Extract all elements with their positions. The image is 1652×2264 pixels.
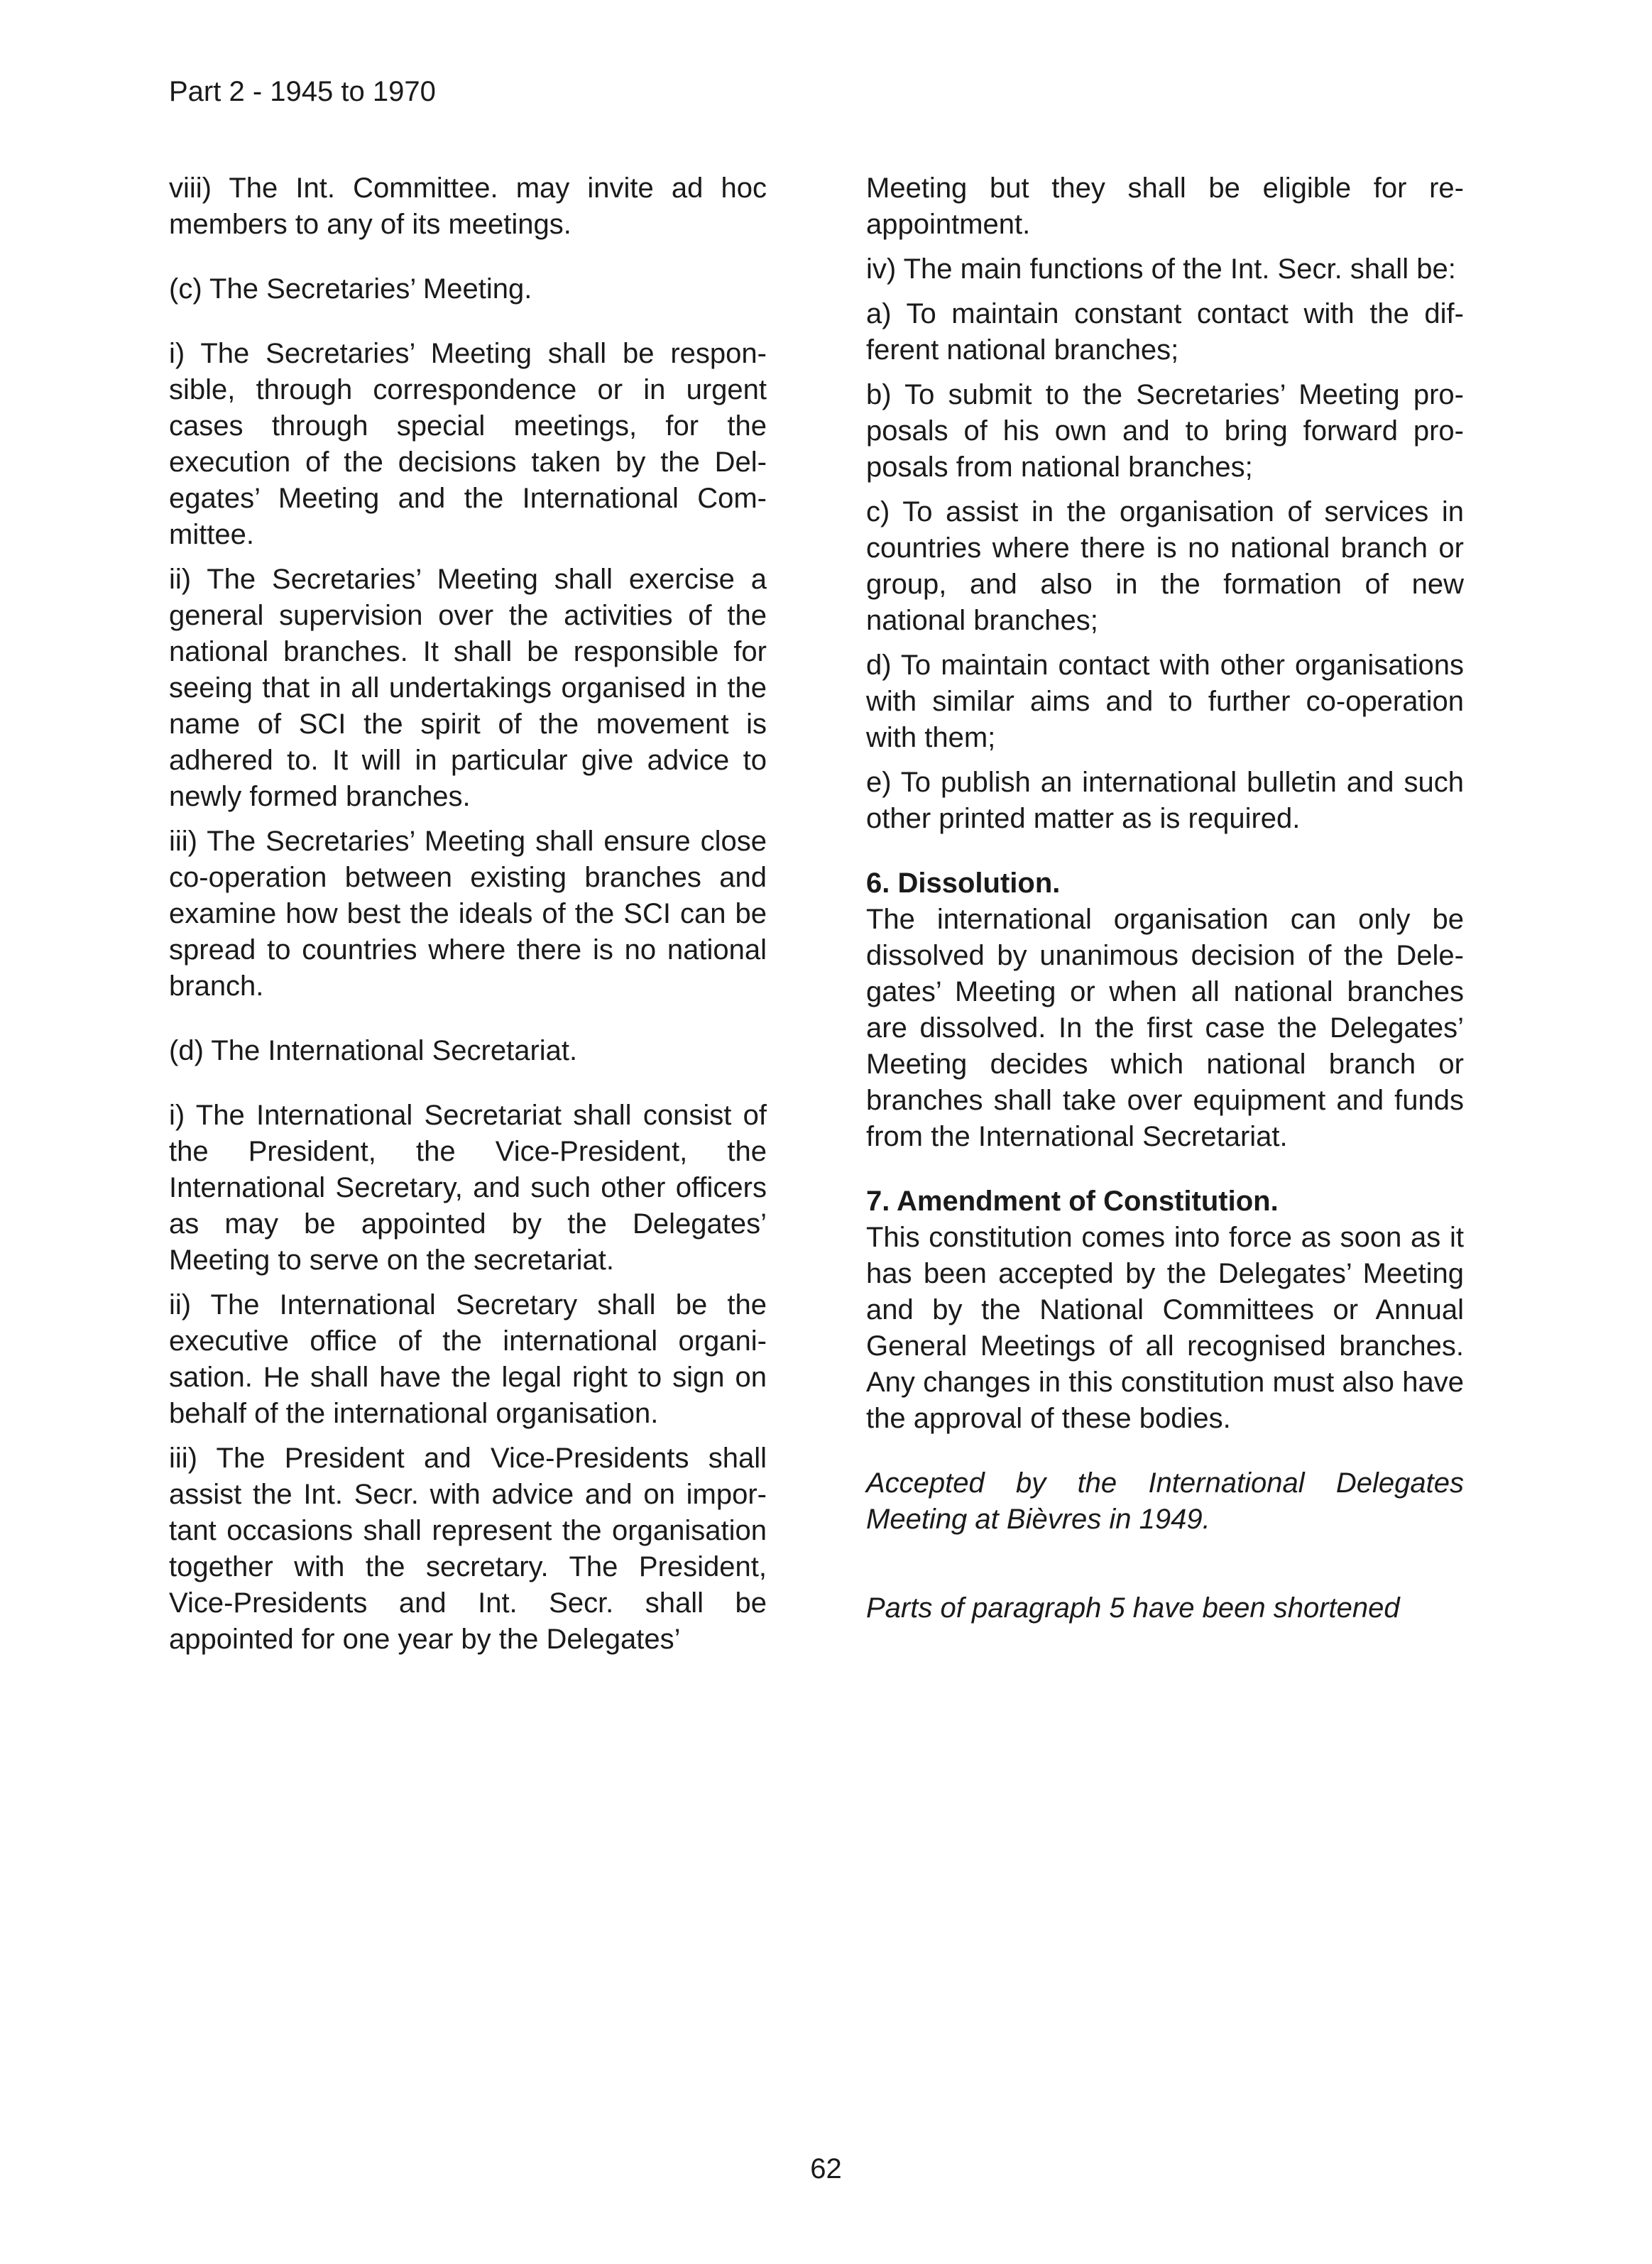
page-number: 62 [810,2153,842,2184]
dissolution-heading: 6. Dissolution. [866,868,1061,899]
amendment-heading: 7. Amendment of Constitution. [866,1186,1279,1217]
shortened-note: Parts of paragraph 5 have been shortened [866,1592,1400,1624]
paragraph-viii: viii) The Int. Committee. may invite ad hoc members to any of its meetings. [169,173,767,240]
dissolution-text: The international organisation can only be dissolved by unanimous decision of the Delegates’ Meeting or when all national branches are dissolved. In the first case the Delegates’ Meeting decides which national branch or branches shall take over equipment and funds from the International Secretariat. [866,904,1464,1152]
left-column [169,170,767,1666]
section-d-heading: (d) The International Secretariat. [169,1035,578,1066]
function-d: d) To maintain contact with other organisations with similar aims and to further co-operation with them; [866,650,1464,753]
paragraph-d-i: i) The International Secretariat shall consist of the President, the Vice-President, the International Secretary, and such other officers as may be appointed by the Delegates’ Meeting to serve on the secretariat. [169,1100,767,1276]
right-column [866,170,1464,1635]
function-a: a) To maintain constant contact with the different national branches; [866,298,1464,366]
function-e: e) To publish an international bulletin and such other printed matter as is required. [866,767,1464,834]
paragraph-c-i: i) The Secretaries’ Meeting shall be responsible, through correspondence or in urgent cases through special meetings, for the execution of the decisions taken by the Delegates’ Meeting and the International Committee. [169,338,767,550]
accepted-note: Accepted by the International Delegates Meeting at Bièvres in 1949. [866,1467,1464,1535]
function-b: b) To submit to the Secretaries’ Meeting proposals of his own and to bring forward proposals from national branches; [866,379,1464,483]
section-c-heading: (c) The Secretaries’ Meeting. [169,273,532,305]
paragraph-d-iii: iii) The President and Vice-Presidents shall assist the Int. Secr. with advice and on important occasions shall represent the organisation together with the secretary. The President, Vice-Presidents and Int. Secr. shall be appointed for one year by the Delegates’ [169,1443,767,1655]
paragraph-d-iv: iv) The main functions of the Int. Secr. shall be: [866,253,1456,285]
running-header: Part 2 - 1945 to 1970 [169,76,436,107]
function-c: c) To assist in the organisation of services in countries where there is no national branch or group, and also in the formation of new national branches; [866,496,1464,636]
paragraph-c-iii: iii) The Secretaries’ Meeting shall ensure close co-operation between existing branches and examine how best the ideals of the SCI can be spread to countries where there is no national branch. [169,826,767,1002]
amendment-text: This constitution comes into force as soon as it has been accepted by the Delegates’ Meeting and by the National Committees or Annual General Meetings of all recognised branches. Any changes in this constitution must also have the approval of these bodies. [866,1222,1464,1434]
paragraph-c-ii: ii) The Secretaries’ Meeting shall exercise a general supervision over the activities of the national branches. It shall be responsible for seeing that in all undertakings organised in the name of SCI the spirit of the movement is adhered to. It will in particular give advice to newly formed branches. [169,564,767,812]
paragraph-continuation: Meeting but they shall be eligible for re-appointment. [866,173,1464,240]
paragraph-d-ii: ii) The International Secretary shall be the executive office of the international organisation. He shall have the legal right to sign on behalf of the international organisation. [169,1289,767,1429]
